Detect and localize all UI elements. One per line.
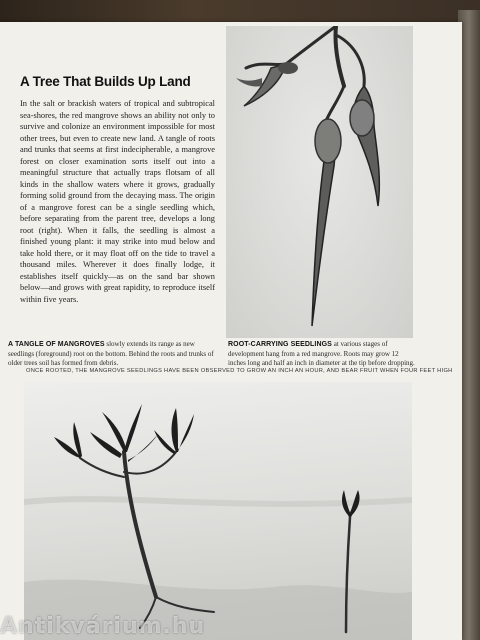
caption-mangroves-text: slowly extends its range as new seedlings (foreground) root on the bottom. Behind the roots and trunks of older trees soil has formed from debris.: [8, 340, 214, 367]
photo-strip-caption: ONCE ROOTED, THE MANGROVE SEEDLINGS HAVE BEEN OBSERVED TO GROW AN INCH AN HOUR, AND BEAR FRUIT WHEN FOUR FEET HIGH: [26, 368, 453, 374]
seedlings-photo: [226, 26, 413, 338]
caption-seedlings-text: at various stages of development hang from a red mangrove. Roots may grow 12 inches long and half an inch in diameter at the tip before dropping.: [228, 340, 415, 367]
caption-seedlings-heading: ROOT-CARRYING SEEDLINGS: [228, 341, 332, 348]
watermark-logo: Antikvárium.hu: [0, 614, 206, 639]
caption-mangroves-heading: A TANGLE OF MANGROVES: [8, 341, 105, 348]
article-title: A Tree That Builds Up Land: [20, 74, 191, 89]
caption-seedlings: [228, 340, 418, 369]
caption-mangroves: [8, 340, 220, 369]
article-body: [20, 98, 215, 305]
book-page: [0, 22, 462, 640]
seedlings-illustration: [226, 26, 413, 338]
sandbar-photo: [24, 382, 412, 640]
sandbar-illustration: [24, 382, 412, 640]
article-paragraph: In the salt or brackish waters of tropical and subtropical sea-shores, the red mangrove shows an ability not only to survive and colonize an environment impossible for most other trees, but even to create new land. A tangle of roots and trunks that seems at first indecipherable, a mangrove forest on closer examination sorts itself out into a meaningful structure that actually traps flotsam of all kinds in the shallow waters where it grows, gradually forming solid ground from the decaying mass. The origin of a mangrove forest can be a single seedling which, before separating from the parent tree, develops a long root (right). When it falls, the seedling is almost a finished young plant: it may strike into mud below and take hold there, or it may float off on the tide to travel a thousand miles. Wherever it does finally lodge, it establishes itself quickly—as on the sand bar shown below—and grows with great rapidity, to reproduce itself within five years.: [20, 99, 215, 304]
